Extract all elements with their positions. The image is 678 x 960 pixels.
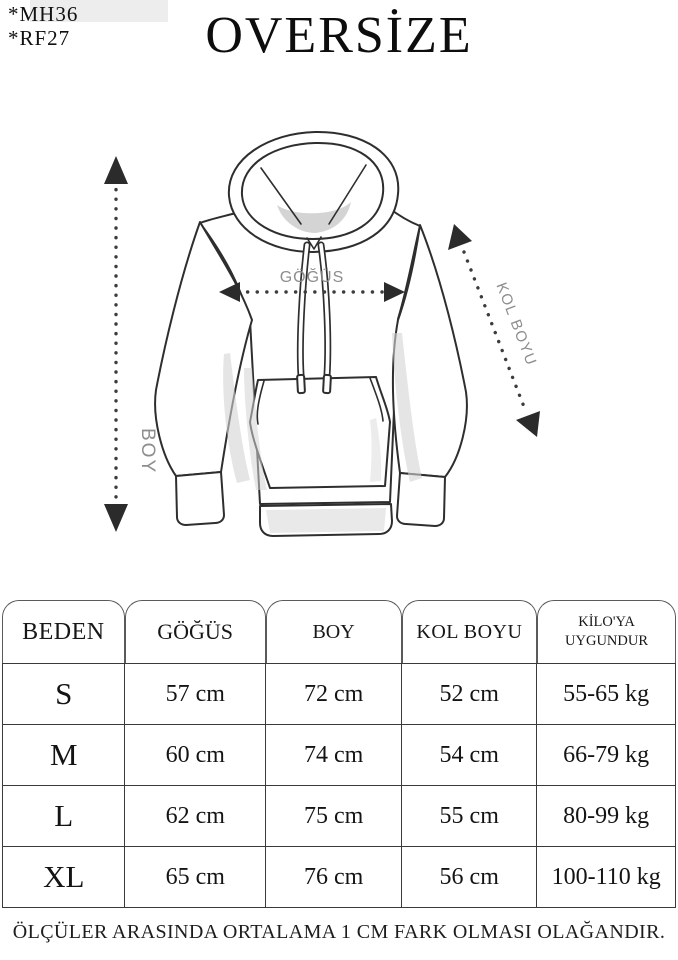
length-cell: 76 cm <box>266 847 402 908</box>
sleeve-cell: 54 cm <box>402 725 537 786</box>
length-arrow <box>104 156 158 532</box>
chest-cell: 62 cm <box>125 786 266 847</box>
kangaroo-pocket <box>250 377 390 488</box>
size-table <box>2 600 676 908</box>
chest-cell: 60 cm <box>125 725 266 786</box>
length-cell: 72 cm <box>266 664 402 725</box>
size-cell: L <box>3 786 125 847</box>
measurement-disclaimer: ÖLÇÜLER ARASINDA ORTALAMA 1 CM FARK OLMASI OLAĞANDIR. <box>12 921 666 943</box>
chest-cell: 65 cm <box>125 847 266 908</box>
shadow-hem <box>266 508 386 533</box>
header-kol-boyu: KOL BOYU <box>402 600 537 663</box>
header-gogus: GÖĞÜS <box>125 600 266 663</box>
header-boy: BOY <box>266 600 402 663</box>
weight-cell: 55-65 kg <box>537 664 676 725</box>
arrow-up-right-icon <box>448 224 472 250</box>
arrow-down-right-icon <box>516 411 540 437</box>
right-cuff <box>397 473 445 526</box>
table-row <box>3 725 676 786</box>
weight-cell: 100-110 kg <box>537 847 676 908</box>
chest-cell: 57 cm <box>125 664 266 725</box>
length-label: BOY <box>137 428 158 475</box>
aglet-left <box>297 375 305 393</box>
aglet-right <box>323 375 331 393</box>
table-row <box>3 847 676 908</box>
size-cell: S <box>3 664 125 725</box>
length-cell: 74 cm <box>266 725 402 786</box>
table-row <box>3 664 676 725</box>
header-kiloya-uygundur: KİLO'YA UYGUNDUR <box>537 600 676 663</box>
chest-label: GÖĞÜS <box>279 269 345 286</box>
arrow-down-icon <box>104 504 128 532</box>
page-title: OVERSİZE <box>205 7 473 64</box>
product-code-1: *MH36 <box>8 2 79 26</box>
sleeve-cell: 52 cm <box>402 664 537 725</box>
weight-cell: 80-99 kg <box>537 786 676 847</box>
hoodie-measurement-diagram <box>80 118 600 583</box>
length-cell: 75 cm <box>266 786 402 847</box>
size-cell: XL <box>3 847 125 908</box>
sleeve-cell: 55 cm <box>402 786 537 847</box>
size-cell: M <box>3 725 125 786</box>
header-beden: BEDEN <box>2 600 125 663</box>
weight-cell: 66-79 kg <box>537 725 676 786</box>
table-row <box>3 786 676 847</box>
sleeve-label: KOL BOYU <box>492 280 540 369</box>
product-code-2: *RF27 <box>8 26 71 50</box>
sleeve-cell: 56 cm <box>402 847 537 908</box>
left-cuff <box>176 472 224 525</box>
arrow-up-icon <box>104 156 128 184</box>
size-table-header <box>2 600 676 663</box>
